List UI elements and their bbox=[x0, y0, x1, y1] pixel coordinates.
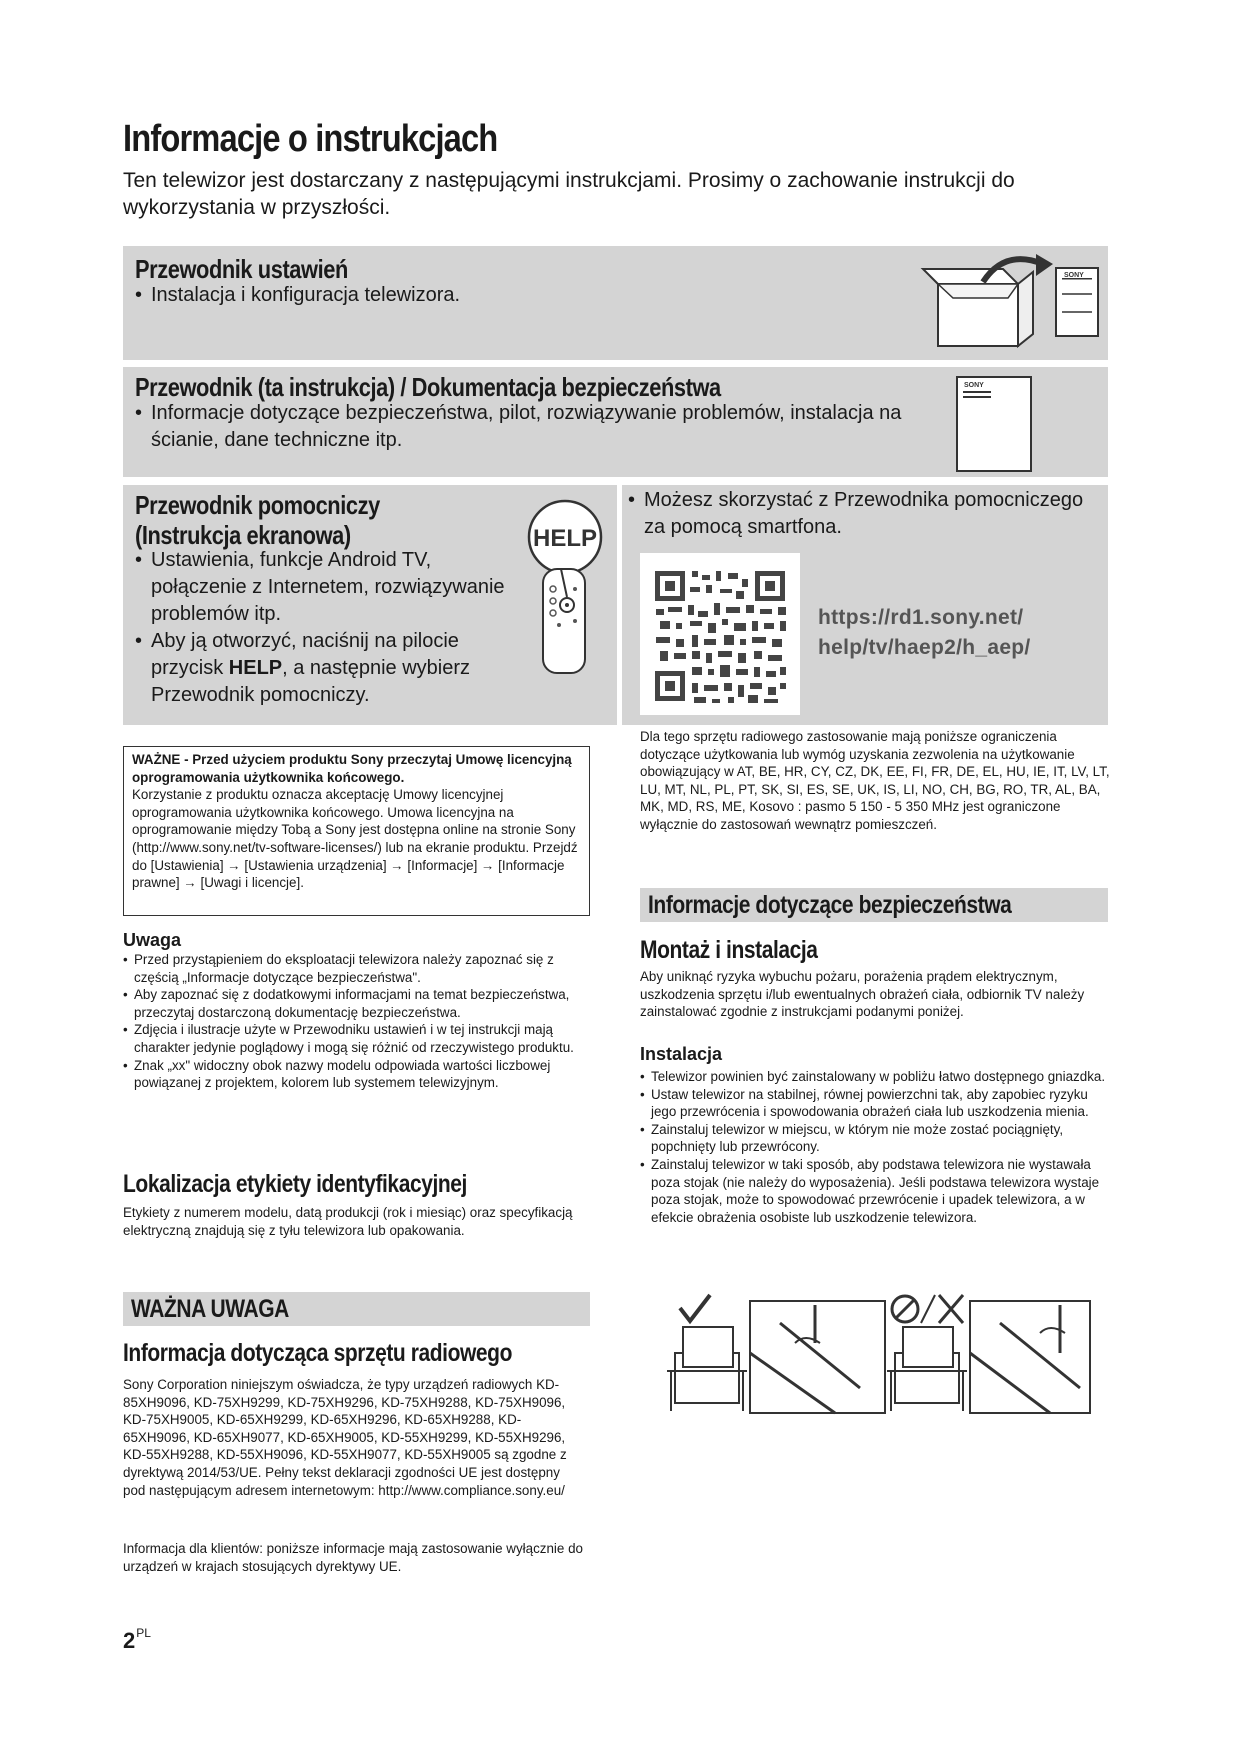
tv-stand-illustration bbox=[655, 1293, 1095, 1419]
reference-guide-bullet: • Informacje dotyczące bezpieczeństwa, pilot, rozwiązywanie problemów, instalacja na ścianie, dane techniczne itp. bbox=[135, 400, 955, 454]
eula-notice-body: Korzystanie z produktu oznacza akceptację Umowy licencyjnej oprogramowania użytkownika końcowego. Umowa licencyjna na oprogramowanie między Tobą a Sony jest dostępna online na stronie Sony (http://www.sony.net/tv-software-licenses/) lub na ekranie produktu. Przejdź do [Ustawienia] → [Ustawienia urządzenia] → [Informacje] → [Informacje prawne] → [Uwagi i licencje]. bbox=[132, 787, 578, 891]
customer-info-text: Informacja dla klientów: poniższe informacje mają zastosowanie wyłącznie do urządzeń w krajach stosujących dyrektywy UE. bbox=[123, 1541, 583, 1574]
note-list bbox=[123, 951, 593, 1092]
help-guide-bullet-2: • Aby ją otworzyć, naciśnij na pilocie przycisk HELP, a następnie wybierz Przewodnik pomocniczy. bbox=[135, 628, 505, 709]
note-heading: Uwaga bbox=[123, 930, 182, 950]
label-location-text: Etykiety z numerem modelu, datą produkcji (rok i miesiąc) oraz specyfikacją elektryczną znajdują się z tyłu telewizora lub opakowania. bbox=[123, 1205, 573, 1238]
note-item: • Znak „xx" widoczny obok nazwy modelu odpowiada wartości liczbowej powiązanej z projektem, kolorem lub systemem telewizyjnym. bbox=[123, 1057, 593, 1092]
installation-subheading: Instalacja bbox=[640, 1044, 723, 1064]
reference-guide-title: Przewodnik (ta instrukcja) / Dokumentacja bezpieczeństwa bbox=[135, 372, 721, 402]
intro-text: Ten telewizor jest dostarczany z następującymi instrukcjami. Prosimy o zachowanie instrukcji do wykorzystania w przyszłości. bbox=[123, 169, 1015, 219]
sony-logo-text: SONY bbox=[1064, 272, 1084, 279]
manual-illustration bbox=[955, 375, 1035, 473]
help-guide-bullet-1: • Ustawienia, funkcje Android TV, połączenie z Internetem, rozwiązywanie problemów itp. bbox=[135, 547, 505, 628]
remote-control-illustration bbox=[523, 497, 608, 677]
safety-info-bar-title: Informacje dotyczące bezpieczeństwa bbox=[648, 891, 1012, 919]
safety-info-bar bbox=[640, 888, 1108, 922]
installation-item: • Zainstaluj telewizor w miejscu, w którym nie może zostać pociągnięty, popchnięty lub przewrócony. bbox=[640, 1121, 1110, 1156]
qr-code-image bbox=[640, 553, 800, 715]
installation-list bbox=[640, 1068, 1110, 1226]
sony-logo-text: SONY bbox=[964, 382, 984, 389]
smartphone-guide-bullet: • Możesz skorzystać z Przewodnika pomocniczego za pomocą smartfona. bbox=[628, 487, 1098, 541]
setup-guide-box bbox=[123, 246, 1108, 360]
note-item: • Przed przystąpieniem do eksploatacji telewizora należy zapoznać się z częścią „Informacje dotyczące bezpieczeństwa". bbox=[123, 951, 593, 986]
installation-item: • Ustaw telewizor na stabilnej, równej powierzchni tak, aby zapobiec ryzyku jego przewrócenia i spowodowania obrażeń ciała lub uszkodzenia mienia. bbox=[640, 1086, 1110, 1121]
note-item: • Aby zapoznać się z dodatkowymi informacjami na temat bezpieczeństwa, przeczytaj dostarczoną dokumentację bezpieczeństwa. bbox=[123, 986, 593, 1021]
installation-item: • Zainstaluj telewizor w taki sposób, aby podstawa telewizora nie wystawała poza stojak (nie należy do wyposażenia). Jeśli podstawa telewizora wystaje poza stojak, może to spowodować przewrócenie i upadek telewizora, a w efekcie obrażenia osobiste lub uszkodzenie telewizora. bbox=[640, 1156, 1110, 1226]
radio-restriction-text: Dla tego sprzętu radiowego zastosowanie mają poniższe ograniczenia dotyczące użytkowania lub wymóg uzyskania zezwolenia na użytkowanie obowiązujący w AT, BE, HR, CY, CZ, DK, EE, FI, FR, DE, EL, HU, IE, IT, LV, LT, LU, MT, NL, PL, PT, SK, SI, ES, SE, UK, IS, LI, NO, CH, BG, RO, TR, AL, BA, MK, MD, RS, ME, Kosovo : pasmo 5 150 - 5 350 MHz jest ograniczone wyłącznie do zastosowań wewnątrz pomieszczeń. bbox=[640, 729, 1110, 832]
eula-notice-heading: WAŻNE - Przed użyciem produktu Sony przeczytaj Umowę licencyjną oprogramowania użytkownika końcowego. bbox=[132, 752, 572, 785]
help-guide-url[interactable]: https://rd1.sony.net/ help/tv/haep2/h_aep/ bbox=[818, 606, 1031, 659]
setup-guide-bullet: • Instalacja i konfiguracja telewizora. bbox=[135, 282, 835, 309]
help-guide-box bbox=[123, 485, 617, 725]
page-number: $2^{PL}$ bbox=[123, 1626, 151, 1653]
important-notice-bar bbox=[123, 1292, 590, 1326]
important-notice-bar-title: WAŻNA UWAGA bbox=[131, 1295, 289, 1323]
note-item: • Zdjęcia i ilustracje użyte w Przewodniku ustawień i w tej instrukcji mają charakter jedynie poglądowy i mogą się różnić od rzeczywistego produktu. bbox=[123, 1021, 593, 1056]
radio-equipment-text: Sony Corporation niniejszym oświadcza, że typy urządzeń radiowych KD-85XH9096, KD-75XH9299, KD-75XH9296, KD-75XH9288, KD-75XH9096, KD-75XH9005, KD-65XH9299, KD-65XH9296, KD-65XH9288, KD-65XH9096, KD-65XH9077, KD-65XH9005, KD-55XH9299, KD-55XH9296, KD-55XH9288, KD-55XH9096, KD-55XH9077, KD-55XH9005 są zgodne z dyrektywą 2014/53/UE. Pełny tekst deklaracji zgodności UE jest dostępny pod następującym adresem internetowym: http://www.compliance.sony.eu/ bbox=[123, 1377, 567, 1498]
radio-equipment-heading: Informacja dotycząca sprzętu radiowego bbox=[123, 1339, 512, 1367]
help-guide-title: Przewodnik pomocniczy (Instrukcja ekranowa) bbox=[135, 490, 380, 550]
installation-heading: Montaż i instalacja bbox=[640, 936, 818, 964]
tv-box-illustration bbox=[908, 254, 1103, 354]
label-location-heading: Lokalizacja etykiety identyfikacyjnej bbox=[123, 1170, 467, 1198]
reference-guide-box bbox=[123, 367, 1108, 477]
help-button-label: HELP bbox=[532, 525, 598, 552]
installation-intro: Aby uniknąć ryzyka wybuchu pożaru, porażenia prądem elektrycznym, uszkodzenia sprzętu i/lub ewentualnych obrażeń ciała, odbiornik TV należy zainstalować zgodnie z instrukcjami podanymi poniżej. bbox=[640, 969, 1085, 1020]
setup-guide-title: Przewodnik ustawień bbox=[135, 254, 348, 284]
installation-item: • Telewizor powinien być zainstalowany w pobliżu łatwo dostępnego gniazdka. bbox=[640, 1068, 1110, 1086]
eula-notice-box bbox=[123, 746, 590, 916]
qr-code[interactable] bbox=[640, 553, 800, 715]
page-language: PL bbox=[136, 1626, 151, 1640]
page-title: Informacje o instrukcjach bbox=[123, 118, 498, 160]
